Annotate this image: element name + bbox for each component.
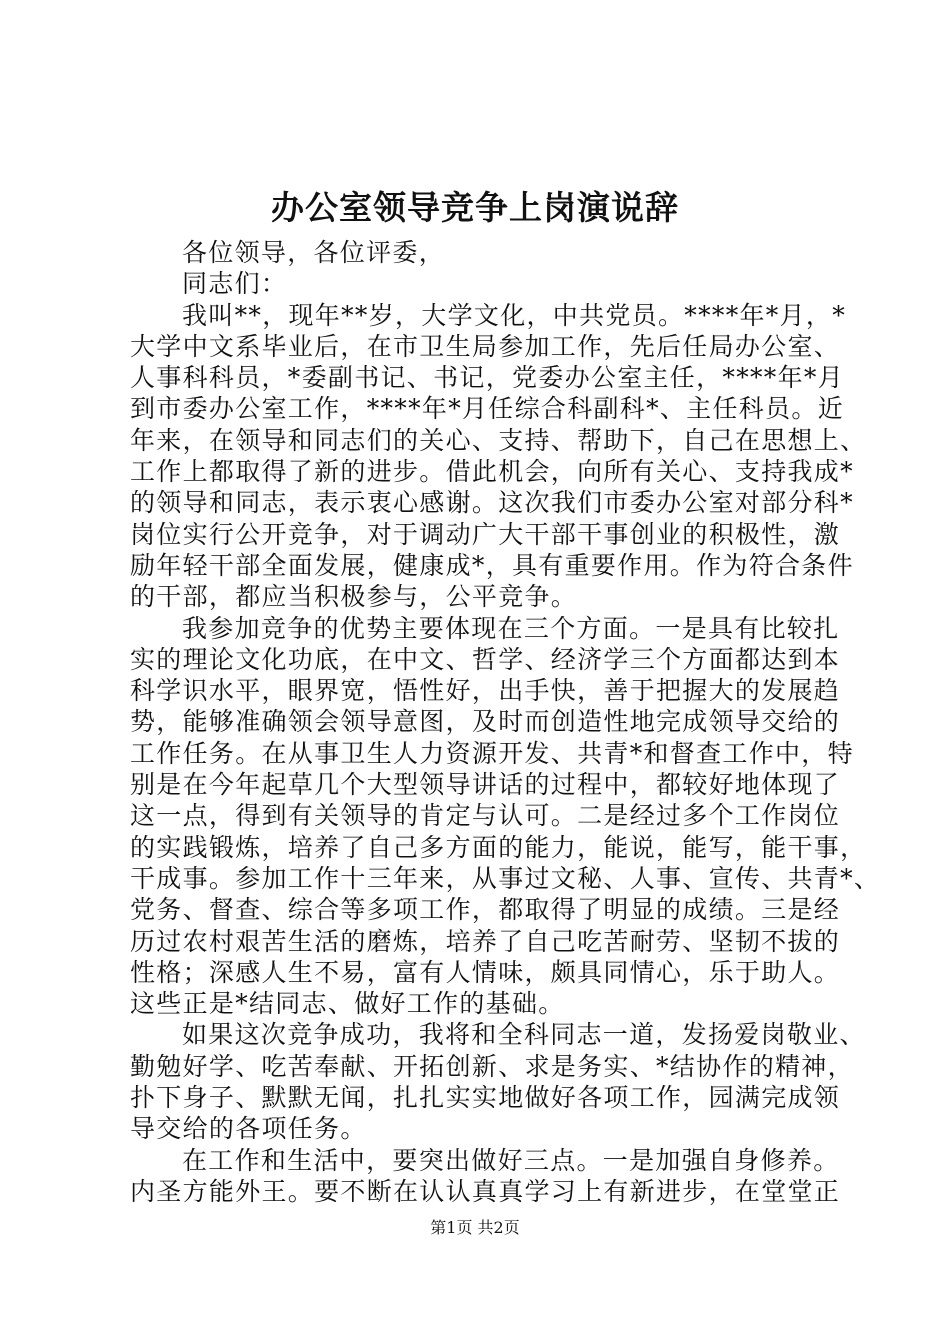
paragraph-line: 扑下身子、默默无闻，扎扎实实地做好各项工作，园满完成领	[130, 1083, 841, 1113]
paragraph-line: 这一点，得到有关领导的肯定与认可。二是经过多个工作岗位	[130, 801, 841, 831]
paragraph-line: 励年轻干部全面发展，健康成*，具有重要作用。作为符合条件	[130, 550, 854, 580]
document-body	[130, 237, 881, 1207]
paragraph-line: 到市委办公室工作，****年*月任综合科副科*、主任科员。近	[130, 394, 845, 424]
paragraph-line: 在工作和生活中，要突出做好三点。一是加强自身修养。	[182, 1145, 840, 1175]
paragraph-line: 的领导和同志，表示衷心感谢。这次我们市委办公室对部分科*	[130, 488, 854, 518]
paragraph-line: 人事科科员，*委副书记、书记，党委办公室主任，****年*月	[130, 363, 845, 393]
paragraph-line: 勤勉好学、吃苦奉献、开拓创新、求是务实、*结协作的精神，	[130, 1051, 854, 1081]
paragraph-line: 工作上都取得了新的进步。借此机会，向所有关心、支持我成*	[130, 457, 854, 487]
paragraph-line: 导交给的各项任务。	[130, 1114, 367, 1144]
paragraph-line: 内圣方能外王。要不断在认认真真学习上有新进步，在堂堂正	[130, 1176, 841, 1206]
paragraph-line: 别是在今年起草几个大型领导讲话的过程中，都较好地体现了	[130, 770, 841, 800]
paragraph-line: 我叫**，现年**岁，大学文化，中共党员。****年*月，*	[182, 300, 847, 330]
paragraph-line: 科学识水平，眼界宽，悟性好，出手快，善于把握大的发展趋	[130, 676, 841, 706]
paragraph-line: 干成事。参加工作十三年来，从事过文秘、人事、宣传、共青*、	[130, 863, 881, 893]
paragraph-line: 势，能够准确领会领导意图，及时而创造性地完成领导交给的	[130, 707, 841, 737]
paragraph-line: 岗位实行公开竞争，对于调动广大干部干事创业的积极性，激	[130, 519, 841, 549]
paragraph-line: 的干部，都应当积极参与，公平竞争。	[130, 582, 578, 612]
page-footer: 第1页 共2页	[430, 1218, 520, 1237]
paragraph-line: 性格；深感人生不易，富有人情味，颇具同情心，乐于助人。	[130, 957, 841, 987]
paragraph-line: 的实践锻炼，培养了自己多方面的能力，能说，能写，能干事，	[130, 832, 867, 862]
document-title: 办公室领导竞争上岗演说辞	[271, 188, 679, 227]
paragraph-line: 我参加竞争的优势主要体现在三个方面。一是具有比较扎	[182, 613, 840, 643]
paragraph-line: 年来，在领导和同志们的关心、支持、帮助下，自己在思想上、	[130, 425, 867, 455]
paragraph-line: 历过农村艰苦生活的磨炼，培养了自己吃苦耐劳、坚韧不拔的	[130, 926, 841, 956]
paragraph-line: 大学中文系毕业后，在市卫生局参加工作，先后任局办公室、	[130, 331, 841, 361]
salutation-line: 各位领导，各位评委，	[182, 238, 446, 267]
salutation-line: 同志们：	[182, 269, 288, 299]
paragraph-line: 这些正是*结同志、做好工作的基础。	[130, 989, 565, 1019]
paragraph-line: 实的理论文化功底，在中文、哲学、经济学三个方面都达到本	[130, 644, 841, 674]
paragraph-line: 工作任务。在从事卫生人力资源开发、共青*和督查工作中，特	[130, 738, 854, 768]
paragraph-line: 党务、督查、综合等多项工作，都取得了明显的成绩。三是经	[130, 895, 841, 925]
paragraph-line: 如果这次竞争成功，我将和全科同志一道，发扬爱岗敬业、	[182, 1020, 866, 1050]
